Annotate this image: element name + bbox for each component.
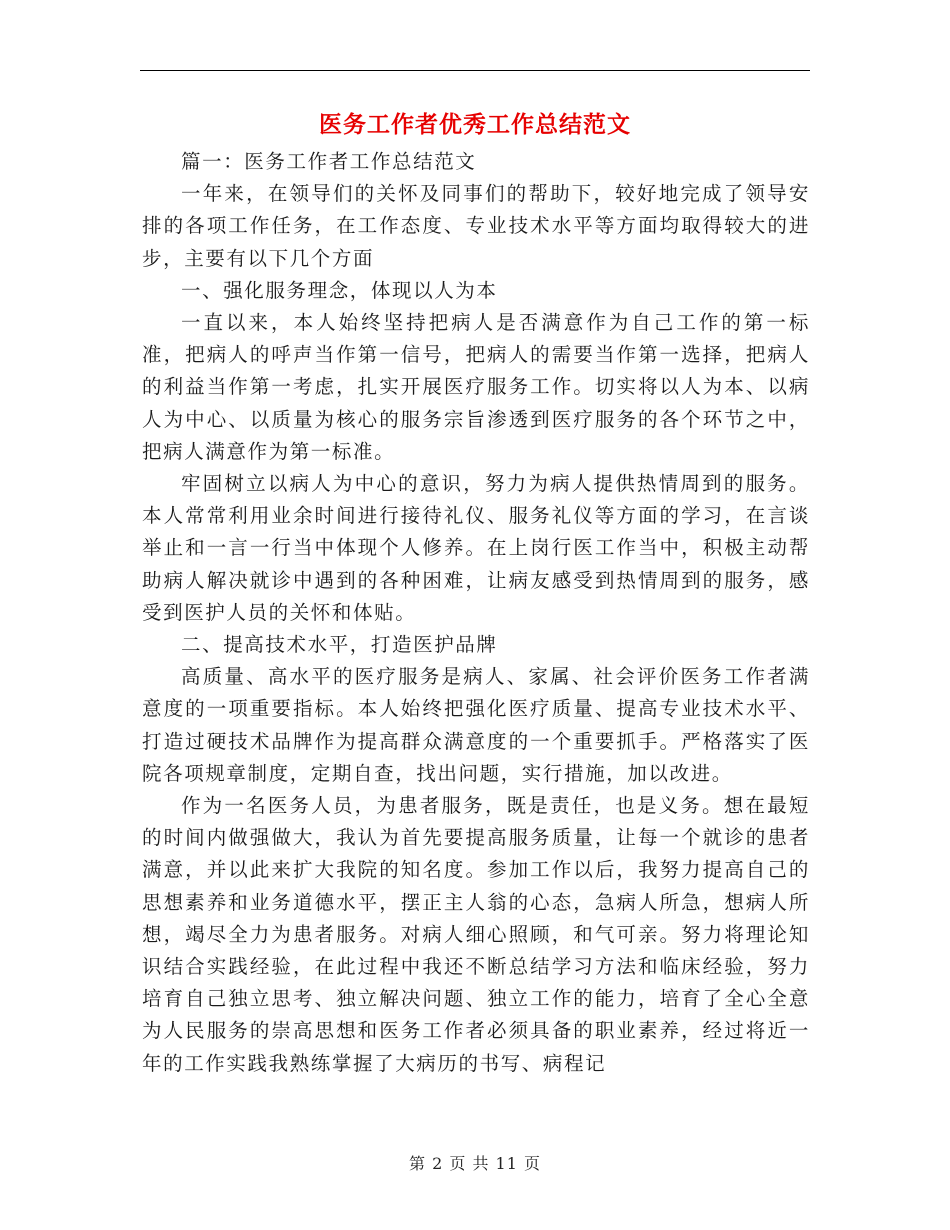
paragraph-intro: 一年来，在领导们的关怀及同事们的帮助下，较好地完成了领导安排的各项工作任务，在工作态度、专业技术水平等方面均取得较大的进步，主要有以下几个方面: [142, 182, 810, 270]
paragraph-patient-first: 一直以来，本人始终坚持把病人是否满意作为自己工作的第一标准，把病人的呼声当作第一信号，把病人的需要当作第一选择，把病人的利益当作第一考虑，扎实开展医疗服务工作。切实将以人为本、以病人为中心、以质量为核心的服务宗旨渗透到医疗服务的各个环节之中，把病人满意作为第一标准。: [142, 311, 810, 463]
paragraph-quality: 高质量、高水平的医疗服务是病人、家属、社会评价医务工作者满意度的一项重要指标。本人始终把强化医疗质量、提高专业技术水平、打造过硬技术品牌作为提高群众满意度的一个重要抓手。严格落实了医院各项规章制度，定期自查，找出问题，实行措施，加以改进。: [142, 665, 810, 785]
header-rule: [140, 70, 810, 71]
document-title: 医务工作者优秀工作总结范文: [319, 111, 631, 138]
paragraph-service-attitude: 牢固树立以病人为中心的意识，努力为病人提供热情周到的服务。本人常常利用业余时间进行接待礼仪、服务礼仪等方面的学习，在言谈举止和一言一行当中体现个人修养。在上岗行医工作当中，积极主动帮助病人解决就诊中遇到的各种困难，让病友感受到热情周到的服务，感受到医护人员的关怀和体贴。: [142, 472, 810, 624]
section-heading-chapter-one: 篇一：医务工作者工作总结范文: [181, 150, 477, 173]
section-heading-two: 二、提高技术水平，打造医护品牌: [181, 633, 498, 657]
page-number: 第 2 页 共 11 页: [409, 1154, 541, 1173]
section-heading-one: 一、强化服务理念，体现以人为本: [181, 278, 498, 302]
document-body: [142, 146, 810, 1080]
paragraph-responsibility: 作为一名医务人员，为患者服务，既是责任，也是义务。想在最短的时间内做强做大，我认为首先要提高服务质量，让每一个就诊的患者满意，并以此来扩大我院的知名度。参加工作以后，我努力提高自己的思想素养和业务道德水平，摆正主人翁的心态，急病人所急，想病人所想，竭尽全力为患者服务。对病人细心照顾，和气可亲。努力将理论知识结合实践经验，在此过程中我还不断总结学习方法和临床经验，努力培育自己独立思考、独立解决问题、独立工作的能力，培育了全心全意为人民服务的崇高思想和医务工作者必须具备的职业素养，经过将近一年的工作实践我熟练掌握了大病历的书写、病程记: [142, 794, 810, 1075]
